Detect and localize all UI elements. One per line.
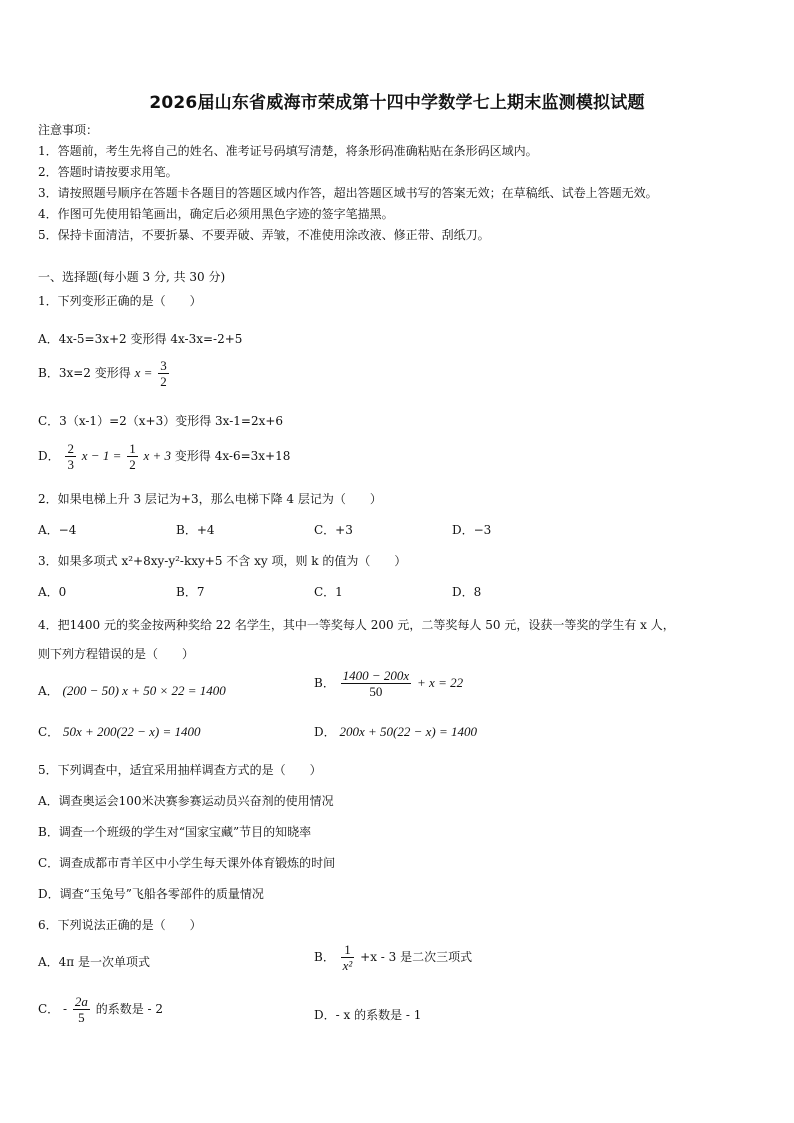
option-d: D．−3 xyxy=(452,523,492,537)
option-text: +x - 3 是二次三项式 xyxy=(360,950,473,964)
math-expr: (200 − 50) x + 50 × 22 = 1400 xyxy=(62,683,226,698)
question-stem: 4．把1400 元的奖金按两种奖给 22 名学生，其中一等奖每人 200 元，二等奖每人 50 元，设获一等奖的学生有 x 人， xyxy=(38,618,675,632)
denominator: 2 xyxy=(160,374,167,389)
option-a: A．0 xyxy=(38,585,67,599)
question-stem-cont: 则下列方程错误的是（ ） xyxy=(38,647,195,661)
denominator: 2 xyxy=(129,457,136,472)
math-expr: x + 3 xyxy=(143,448,172,463)
denominator: 3 xyxy=(67,457,74,472)
option-c: C．调查成都市青羊区中小学生每天课外体育锻炼的时间 xyxy=(38,856,336,870)
math-expr: 200x + 50(22 − x) = 1400 xyxy=(339,724,477,739)
option-label: D． xyxy=(38,449,60,463)
option-c: C．+3 xyxy=(314,523,353,537)
option-text: B．3x=2 变形得 xyxy=(38,366,131,380)
question-stem: 6．下列说法正确的是（ ） xyxy=(38,918,202,932)
question-stem: 5．下列调查中，适宜采用抽样调查方式的是（ ） xyxy=(38,763,322,777)
option-c xyxy=(38,994,163,1025)
question-stem: 2．如果电梯上升 3 层记为+3，那么电梯下降 4 层记为（ ） xyxy=(38,492,382,506)
notice-heading: 注意事项： xyxy=(38,123,99,137)
fraction xyxy=(341,942,355,973)
option-label: C． xyxy=(38,725,60,739)
minus-sign: - xyxy=(63,1002,68,1016)
option-label: D． xyxy=(314,725,336,739)
option-c xyxy=(38,723,201,740)
option-d: D．8 xyxy=(452,585,482,599)
page-title: 2026届山东省威海市荣成第十四中学数学七上期末监测模拟试题 xyxy=(149,93,645,113)
option-a: A．调查奥运会100米决赛参赛运动员兴奋剂的使用情况 xyxy=(38,794,334,808)
denominator: 50 xyxy=(369,684,383,699)
option-d xyxy=(38,441,290,472)
numerator: 2a xyxy=(74,994,88,1009)
math-expr: x = xyxy=(134,365,153,380)
math-expr: 50x + 200(22 − x) = 1400 xyxy=(63,724,201,739)
option-b xyxy=(314,942,472,973)
option-text: 的系数是 - 2 xyxy=(95,1002,164,1016)
option-d xyxy=(314,723,477,740)
option-d: D．- x 的系数是 - 1 xyxy=(314,1008,422,1022)
fraction xyxy=(65,441,76,472)
fraction xyxy=(341,668,412,699)
option-b: B．+4 xyxy=(176,523,215,537)
math-expr: + x = 22 xyxy=(417,675,464,690)
option-label: B． xyxy=(314,676,335,690)
denominator: x² xyxy=(342,958,353,973)
option-c: C．1 xyxy=(314,585,343,599)
option-text: 变形得 4x-6=3x+18 xyxy=(174,449,291,463)
numerator: 2 xyxy=(67,441,74,456)
notice-item: 5．保持卡面清洁，不要折暴、不要弄破、弄皱，不准使用涂改液、修正带、刮纸刀。 xyxy=(38,228,490,242)
math-expr: x − 1 = xyxy=(81,448,122,463)
option-label: C． xyxy=(38,1002,60,1016)
notice-item: 4．作图可先使用铅笔画出，确定后必须用黑色字迹的签字笔描黑。 xyxy=(38,207,394,221)
option-a: A．4π 是一次单项式 xyxy=(38,955,151,969)
option-a: A．4x-5=3x+2 变形得 4x-3x=-2+5 xyxy=(38,332,243,346)
option-label: A． xyxy=(38,684,59,698)
notice-item: 2．答题时请按要求用笔。 xyxy=(38,165,178,179)
numerator: 1 xyxy=(129,441,136,456)
numerator: 1400 − 200x xyxy=(342,668,410,683)
option-b xyxy=(314,668,463,699)
notice-item: 1．答题前，考生先将自己的姓名、准考证号码填写清楚，将条形码准确粘贴在条形码区域内。 xyxy=(38,144,538,158)
option-a: A．−4 xyxy=(38,523,77,537)
option-b: B．7 xyxy=(176,585,205,599)
option-c: C．3（x-1）=2（x+3）变形得 3x-1=2x+6 xyxy=(38,414,284,428)
numerator: 3 xyxy=(160,358,167,373)
question-stem: 3．如果多项式 x²+8xy-y²-kxy+5 不含 xy 项，则 k 的值为（ ） xyxy=(38,554,407,568)
fraction xyxy=(73,994,90,1025)
option-b xyxy=(38,358,171,389)
denominator: 5 xyxy=(78,1010,85,1025)
section-heading: 一、选择题(每小题 3 分, 共 30 分) xyxy=(38,270,226,284)
option-b: B．调查一个班级的学生对“国家宝藏”节目的知晓率 xyxy=(38,825,312,839)
fraction xyxy=(158,358,169,389)
numerator: 1 xyxy=(341,942,355,958)
option-label: B． xyxy=(314,950,335,964)
option-d: D．调查“玉兔号”飞船各零部件的质量情况 xyxy=(38,887,264,901)
notice-item: 3．请按照题号顺序在答题卡各题目的答题区域内作答，超出答题区域书写的答案无效；在草稿纸、试卷上答题无效。 xyxy=(38,186,658,200)
option-a xyxy=(38,682,226,699)
question-stem: 1．下列变形正确的是（ ） xyxy=(38,294,202,308)
fraction xyxy=(127,441,138,472)
